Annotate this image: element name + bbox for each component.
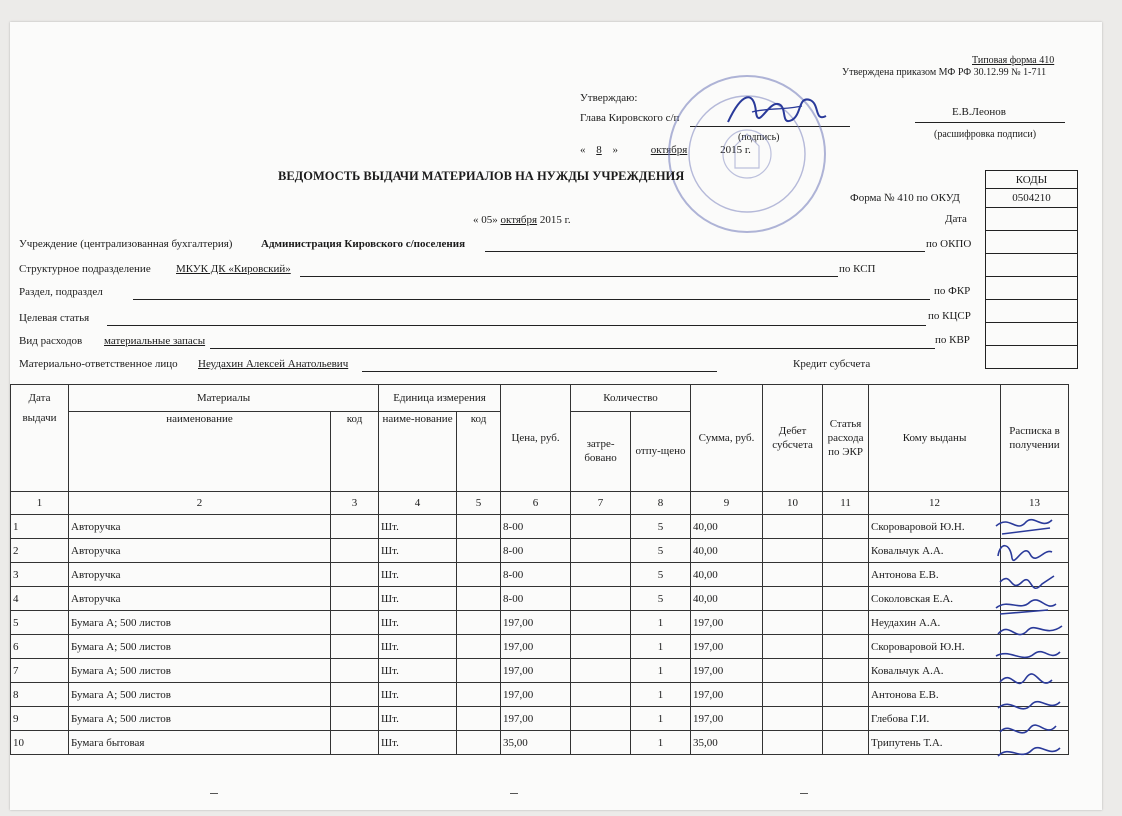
- to-whom-header: Кому выданы: [869, 385, 1001, 492]
- sum-cell: 197,00: [691, 683, 763, 707]
- debit-header: Дебет субсчета: [763, 385, 823, 492]
- form-type: Типовая форма 410: [972, 55, 1055, 66]
- debit-cell: [763, 563, 823, 587]
- column-number: 11: [823, 492, 869, 515]
- material-name-cell: Бумага А; 500 листов: [69, 659, 331, 683]
- row-number-cell: 5: [11, 611, 69, 635]
- signer-line: [915, 122, 1065, 123]
- doc-date-prefix: « 05»: [473, 214, 498, 226]
- material-code-cell: [331, 707, 379, 731]
- ekr-cell: [823, 659, 869, 683]
- document-page: [10, 22, 1102, 810]
- expense-line: [210, 348, 935, 349]
- price-cell: 197,00: [501, 683, 571, 707]
- price-cell: 8-00: [501, 515, 571, 539]
- released-qty-cell: 1: [631, 707, 691, 731]
- requested-qty-cell: [571, 707, 631, 731]
- sum-cell: 40,00: [691, 539, 763, 563]
- signature-line: [690, 126, 850, 127]
- department-label: Структурное подразделение: [19, 263, 151, 275]
- row-number-cell: 1: [11, 515, 69, 539]
- material-code-cell: [331, 611, 379, 635]
- unit-name-header: наиме-нование: [379, 411, 457, 492]
- scan-mark: [510, 793, 518, 794]
- row-number-cell: 10: [11, 731, 69, 755]
- table-row: [11, 611, 1069, 635]
- released-qty-cell: 1: [631, 683, 691, 707]
- document-title: ВЕДОМОСТЬ ВЫДАЧИ МАТЕРИАЛОВ НА НУЖДЫ УЧРЕЖДЕНИЯ: [278, 169, 685, 183]
- responsible-label: Материально-ответственное лицо: [19, 358, 178, 370]
- okud-code: 0504210: [986, 189, 1078, 208]
- sum-cell: 197,00: [691, 635, 763, 659]
- released-qty-cell: 1: [631, 731, 691, 755]
- price-cell: 8-00: [501, 563, 571, 587]
- requested-qty-cell: [571, 515, 631, 539]
- credit-label: Кредит субсчета: [793, 358, 871, 370]
- unit-name-cell: Шт.: [379, 587, 457, 611]
- released-qty-cell: 5: [631, 563, 691, 587]
- receipt-cell: [1001, 587, 1069, 611]
- unit-name-cell: Шт.: [379, 563, 457, 587]
- signature-hint: (подпись): [738, 132, 780, 143]
- recipient-cell: Глебова Г.И.: [869, 707, 1001, 731]
- doc-date-year: 2015 г.: [539, 214, 571, 226]
- table-row: [11, 635, 1069, 659]
- codes-header: КОДЫ: [986, 171, 1078, 189]
- material-name-cell: Авторучка: [69, 539, 331, 563]
- unit-code-cell: [457, 563, 501, 587]
- unit-code-cell: [457, 707, 501, 731]
- sum-cell: 197,00: [691, 659, 763, 683]
- price-cell: 8-00: [501, 539, 571, 563]
- target-label: Целевая статья: [19, 312, 90, 324]
- kcsr-label: по КЦСР: [928, 310, 971, 322]
- sum-cell: 197,00: [691, 611, 763, 635]
- ekr-cell: [823, 707, 869, 731]
- row-number-cell: 6: [11, 635, 69, 659]
- sum-cell: 40,00: [691, 587, 763, 611]
- name-header: наименование: [69, 411, 331, 492]
- code-header: код: [331, 411, 379, 492]
- head-label: Глава Кировского с/п: [580, 112, 680, 124]
- column-number: 12: [869, 492, 1001, 515]
- recipient-cell: Неудахин А.А.: [869, 611, 1001, 635]
- row-number-cell: 2: [11, 539, 69, 563]
- approval-date: [580, 144, 751, 156]
- requested-qty-cell: [571, 731, 631, 755]
- date-subheader: выдачи: [11, 411, 69, 492]
- receipt-cell: [1001, 515, 1069, 539]
- recipient-cell: Антонова Е.В.: [869, 683, 1001, 707]
- ekr-cell: [823, 563, 869, 587]
- unit-name-cell: Шт.: [379, 731, 457, 755]
- material-code-cell: [331, 515, 379, 539]
- kvr-label: по КВР: [935, 334, 970, 346]
- row-number-cell: 4: [11, 587, 69, 611]
- sum-cell: 35,00: [691, 731, 763, 755]
- responsible-value: Неудахин Алексей Анатольевич: [198, 358, 349, 370]
- date-open-quote: «: [580, 144, 586, 156]
- institution-label: Учреждение (централизованная бухгалтерия): [19, 238, 233, 250]
- code-ksp-cell: [986, 254, 1078, 277]
- doc-date-month: октября: [500, 214, 538, 226]
- code-fkr-cell: [986, 277, 1078, 300]
- receipt-header: Расписка в получении: [1001, 385, 1069, 492]
- institution-value: Администрация Кировского с/поселения: [261, 238, 466, 250]
- price-cell: 8-00: [501, 587, 571, 611]
- date-close-quote: »: [612, 144, 618, 156]
- material-code-cell: [331, 539, 379, 563]
- column-number: 10: [763, 492, 823, 515]
- department-value: МКУК ДК «Кировский»: [176, 263, 291, 275]
- debit-cell: [763, 515, 823, 539]
- unit-name-cell: Шт.: [379, 659, 457, 683]
- ekr-cell: [823, 635, 869, 659]
- price-header: Цена, руб.: [501, 385, 571, 492]
- table-row: [11, 659, 1069, 683]
- column-number: 13: [1001, 492, 1069, 515]
- okpo-label: по ОКПО: [926, 238, 972, 250]
- row-number-cell: 9: [11, 707, 69, 731]
- material-name-cell: Бумага А; 500 листов: [69, 683, 331, 707]
- column-number: 2: [69, 492, 331, 515]
- recipient-cell: Трипутень Т.А.: [869, 731, 1001, 755]
- ekr-cell: [823, 611, 869, 635]
- ekr-cell: [823, 587, 869, 611]
- column-number: 1: [11, 492, 69, 515]
- scan-mark: [210, 793, 218, 794]
- table-row: [11, 683, 1069, 707]
- ekr-cell: [823, 539, 869, 563]
- price-cell: 197,00: [501, 659, 571, 683]
- requested-qty-cell: [571, 611, 631, 635]
- unit-code-cell: [457, 539, 501, 563]
- column-number: 5: [457, 492, 501, 515]
- unit-code-cell: [457, 731, 501, 755]
- table-row: [11, 563, 1069, 587]
- receipt-cell: [1001, 659, 1069, 683]
- receipt-cell: [1001, 539, 1069, 563]
- column-number: 7: [571, 492, 631, 515]
- released-qty-cell: 1: [631, 635, 691, 659]
- table-row: [11, 539, 1069, 563]
- recipient-cell: Скороваровой Ю.Н.: [869, 635, 1001, 659]
- material-name-cell: Бумага А; 500 листов: [69, 611, 331, 635]
- recipient-cell: Ковальчук А.А.: [869, 539, 1001, 563]
- material-name-cell: Авторучка: [69, 515, 331, 539]
- table-row: [11, 707, 1069, 731]
- receipt-cell: [1001, 635, 1069, 659]
- table-row: [11, 587, 1069, 611]
- codes-box: [985, 170, 1078, 369]
- debit-cell: [763, 659, 823, 683]
- price-cell: 197,00: [501, 707, 571, 731]
- released-qty-cell: 5: [631, 539, 691, 563]
- receipt-cell: [1001, 683, 1069, 707]
- row-number-cell: 3: [11, 563, 69, 587]
- ksp-label: по КСП: [839, 263, 876, 275]
- materials-table: [10, 384, 1069, 755]
- unit-code-cell: [457, 683, 501, 707]
- unit-code-header: код: [457, 411, 501, 492]
- requested-header: затре-бовано: [571, 411, 631, 492]
- receipt-cell: [1001, 707, 1069, 731]
- column-numbers-row: [11, 492, 1069, 515]
- receipt-cell: [1001, 731, 1069, 755]
- column-number: 3: [331, 492, 379, 515]
- ekr-cell: [823, 515, 869, 539]
- material-code-cell: [331, 587, 379, 611]
- unit-name-cell: Шт.: [379, 707, 457, 731]
- unit-code-cell: [457, 515, 501, 539]
- recipient-cell: Антонова Е.В.: [869, 563, 1001, 587]
- code-kvr-cell: [986, 323, 1078, 346]
- sum-cell: 40,00: [691, 563, 763, 587]
- document-date: [473, 214, 571, 226]
- unit-name-cell: Шт.: [379, 635, 457, 659]
- sum-cell: 40,00: [691, 515, 763, 539]
- target-line: [107, 325, 926, 326]
- released-qty-cell: 5: [631, 587, 691, 611]
- requested-qty-cell: [571, 587, 631, 611]
- requested-qty-cell: [571, 659, 631, 683]
- unit-name-cell: Шт.: [379, 515, 457, 539]
- sum-cell: 197,00: [691, 707, 763, 731]
- ekr-cell: [823, 731, 869, 755]
- table-row: [11, 515, 1069, 539]
- material-name-cell: Бумага А; 500 листов: [69, 707, 331, 731]
- unit-name-cell: Шт.: [379, 539, 457, 563]
- requested-qty-cell: [571, 635, 631, 659]
- requested-qty-cell: [571, 683, 631, 707]
- material-code-cell: [331, 731, 379, 755]
- unit-code-cell: [457, 659, 501, 683]
- form-okud-label: Форма № 410 по ОКУД: [850, 192, 960, 204]
- approval-month: октября: [650, 144, 688, 156]
- code-date-cell: [986, 208, 1078, 231]
- receipt-cell: [1001, 563, 1069, 587]
- signer-name: Е.В.Леонов: [952, 106, 1006, 118]
- material-code-cell: [331, 659, 379, 683]
- table-header-row-1: [11, 385, 1069, 412]
- code-okpo-cell: [986, 231, 1078, 254]
- fkr-label: по ФКР: [934, 285, 971, 297]
- unit-code-cell: [457, 635, 501, 659]
- row-number-cell: 8: [11, 683, 69, 707]
- quantity-header: Количество: [571, 385, 691, 412]
- requested-qty-cell: [571, 563, 631, 587]
- expense-label: Вид расходов: [19, 335, 83, 347]
- department-line: [300, 276, 838, 277]
- code-kcsr-cell: [986, 300, 1078, 323]
- material-code-cell: [331, 563, 379, 587]
- code-credit-cell: [986, 346, 1078, 369]
- section-line: [133, 299, 930, 300]
- material-code-cell: [331, 635, 379, 659]
- unit-header: Единица измерения: [379, 385, 501, 412]
- price-cell: 197,00: [501, 635, 571, 659]
- column-number: 6: [501, 492, 571, 515]
- unit-code-cell: [457, 587, 501, 611]
- released-qty-cell: 5: [631, 515, 691, 539]
- responsible-line: [362, 371, 717, 372]
- expense-value: материальные запасы: [104, 335, 206, 347]
- debit-cell: [763, 683, 823, 707]
- materials-header: Материалы: [69, 385, 379, 412]
- table-body: [11, 515, 1069, 755]
- material-name-cell: Авторучка: [69, 587, 331, 611]
- released-qty-cell: 1: [631, 611, 691, 635]
- released-qty-cell: 1: [631, 659, 691, 683]
- debit-cell: [763, 707, 823, 731]
- column-number: 9: [691, 492, 763, 515]
- requested-qty-cell: [571, 539, 631, 563]
- ekr-cell: [823, 683, 869, 707]
- table-row: [11, 731, 1069, 755]
- column-number: 4: [379, 492, 457, 515]
- column-number: 8: [631, 492, 691, 515]
- debit-cell: [763, 587, 823, 611]
- debit-cell: [763, 731, 823, 755]
- row-number-cell: 7: [11, 659, 69, 683]
- name-hint: (расшифровка подписи): [934, 129, 1037, 140]
- date-header: Дата: [11, 385, 69, 412]
- material-name-cell: Бумага А; 500 листов: [69, 635, 331, 659]
- receipt-cell: [1001, 611, 1069, 635]
- approval-day: 8: [596, 144, 602, 156]
- sum-header: Сумма, руб.: [691, 385, 763, 492]
- recipient-cell: Соколовская Е.А.: [869, 587, 1001, 611]
- price-cell: 35,00: [501, 731, 571, 755]
- unit-code-cell: [457, 611, 501, 635]
- institution-line: [485, 251, 925, 252]
- unit-name-cell: Шт.: [379, 611, 457, 635]
- ekr-header: Статья расхода по ЭКР: [823, 385, 869, 492]
- approve-label: Утверждаю:: [580, 92, 638, 104]
- approval-year: 2015 г.: [720, 144, 751, 156]
- section-label: Раздел, подраздел: [19, 286, 103, 298]
- price-cell: 197,00: [501, 611, 571, 635]
- approval-order: Утверждена приказом МФ РФ 30.12.99 № 1-711: [842, 67, 1047, 78]
- recipient-cell: Скороваровой Ю.Н.: [869, 515, 1001, 539]
- recipient-cell: Ковальчук А.А.: [869, 659, 1001, 683]
- date-code-label: Дата: [945, 213, 967, 225]
- debit-cell: [763, 539, 823, 563]
- material-name-cell: Авторучка: [69, 563, 331, 587]
- material-code-cell: [331, 683, 379, 707]
- debit-cell: [763, 611, 823, 635]
- unit-name-cell: Шт.: [379, 683, 457, 707]
- head-signature-icon: [722, 82, 832, 137]
- material-name-cell: Бумага бытовая: [69, 731, 331, 755]
- released-header: отпу-щено: [631, 411, 691, 492]
- scan-mark: [800, 793, 808, 794]
- debit-cell: [763, 635, 823, 659]
